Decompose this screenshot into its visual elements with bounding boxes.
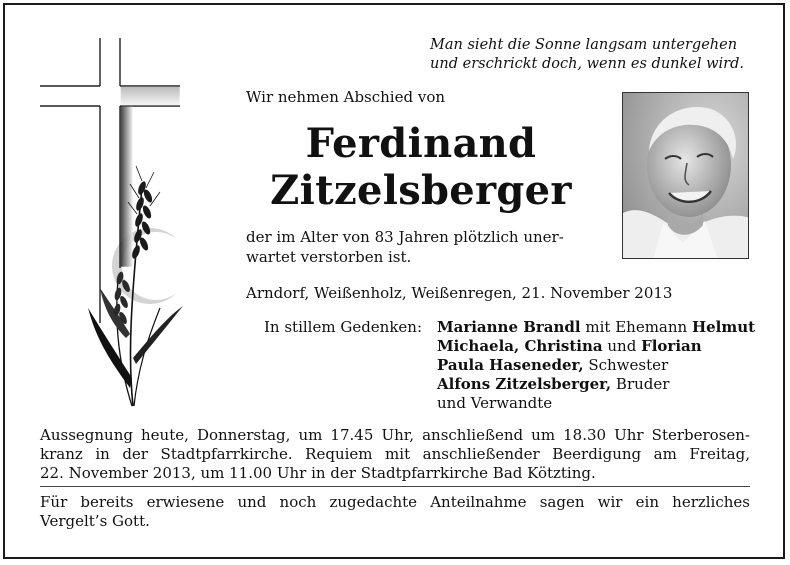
mourner-row — [437, 375, 755, 394]
mourner-name: Helmut — [691, 318, 756, 336]
mourner-relation: Schwester — [583, 356, 669, 374]
intro-text: Wir nehmen Abschied von — [246, 88, 446, 106]
mourner-relation: mit Ehemann — [580, 318, 692, 336]
mourning-label: In stillem Gedenken: — [264, 318, 423, 336]
mourners-list — [437, 318, 755, 413]
place-date: Arndorf, Weißenholz, Weißenregen, 21. November 2013 — [246, 284, 673, 302]
service-line-2: kranz in der Stadtpfarrkirche. Requiem mit anschließender Beerdigung am Freitag, — [40, 445, 750, 463]
portrait-icon — [623, 93, 749, 259]
cross-with-wheat-icon — [38, 38, 198, 408]
age-statement — [246, 227, 564, 267]
deceased-first-name: Ferdinand — [305, 120, 537, 167]
deceased-name — [246, 120, 596, 214]
mourner-row — [437, 337, 755, 356]
age-line-1: der im Alter von 83 Jahren plötzlich uner- — [246, 228, 564, 246]
service-line-3: 22. November 2013, um 11.00 Uhr in der Stadtpfarrkirche Bad Kötzting. — [40, 464, 596, 482]
divider — [40, 486, 750, 487]
mourner-row — [437, 356, 755, 375]
service-line-1: Aussegnung heute, Donnerstag, um 17.45 Uhr, anschließend um 18.30 Uhr Sterberosen- — [40, 426, 750, 444]
mourner-relation: und — [602, 337, 642, 355]
mourner-name: Paula Haseneder, — [437, 356, 584, 374]
mourner-name: Alfons Zitzelsberger, — [437, 375, 612, 393]
age-line-2: wartet verstorben ist. — [246, 248, 412, 266]
motto-line-2: und erschrickt doch, wenn es dunkel wird. — [430, 56, 744, 72]
mourner-name: Florian — [641, 337, 702, 355]
portrait-photo — [622, 92, 749, 259]
mourner-relation: und Verwandte — [437, 394, 553, 412]
motto-quote — [430, 36, 744, 74]
service-details — [40, 426, 750, 483]
mourner-name: Marianne Brandl — [437, 318, 581, 336]
thanks-text — [40, 493, 750, 531]
thanks-line-2: Vergelt’s Gott. — [40, 512, 150, 530]
mourner-row — [437, 394, 755, 413]
deceased-last-name: Zitzelsberger — [270, 167, 572, 214]
mourner-row — [437, 318, 755, 337]
thanks-line-1: Für bereits erwiesene und noch zugedachte Anteilnahme sagen wir ein herzliches — [40, 493, 750, 511]
mourner-name: Michaela, Christina — [437, 337, 603, 355]
motto-line-1: Man sieht die Sonne langsam untergehen — [430, 37, 738, 53]
mourner-relation: Bruder — [611, 375, 670, 393]
